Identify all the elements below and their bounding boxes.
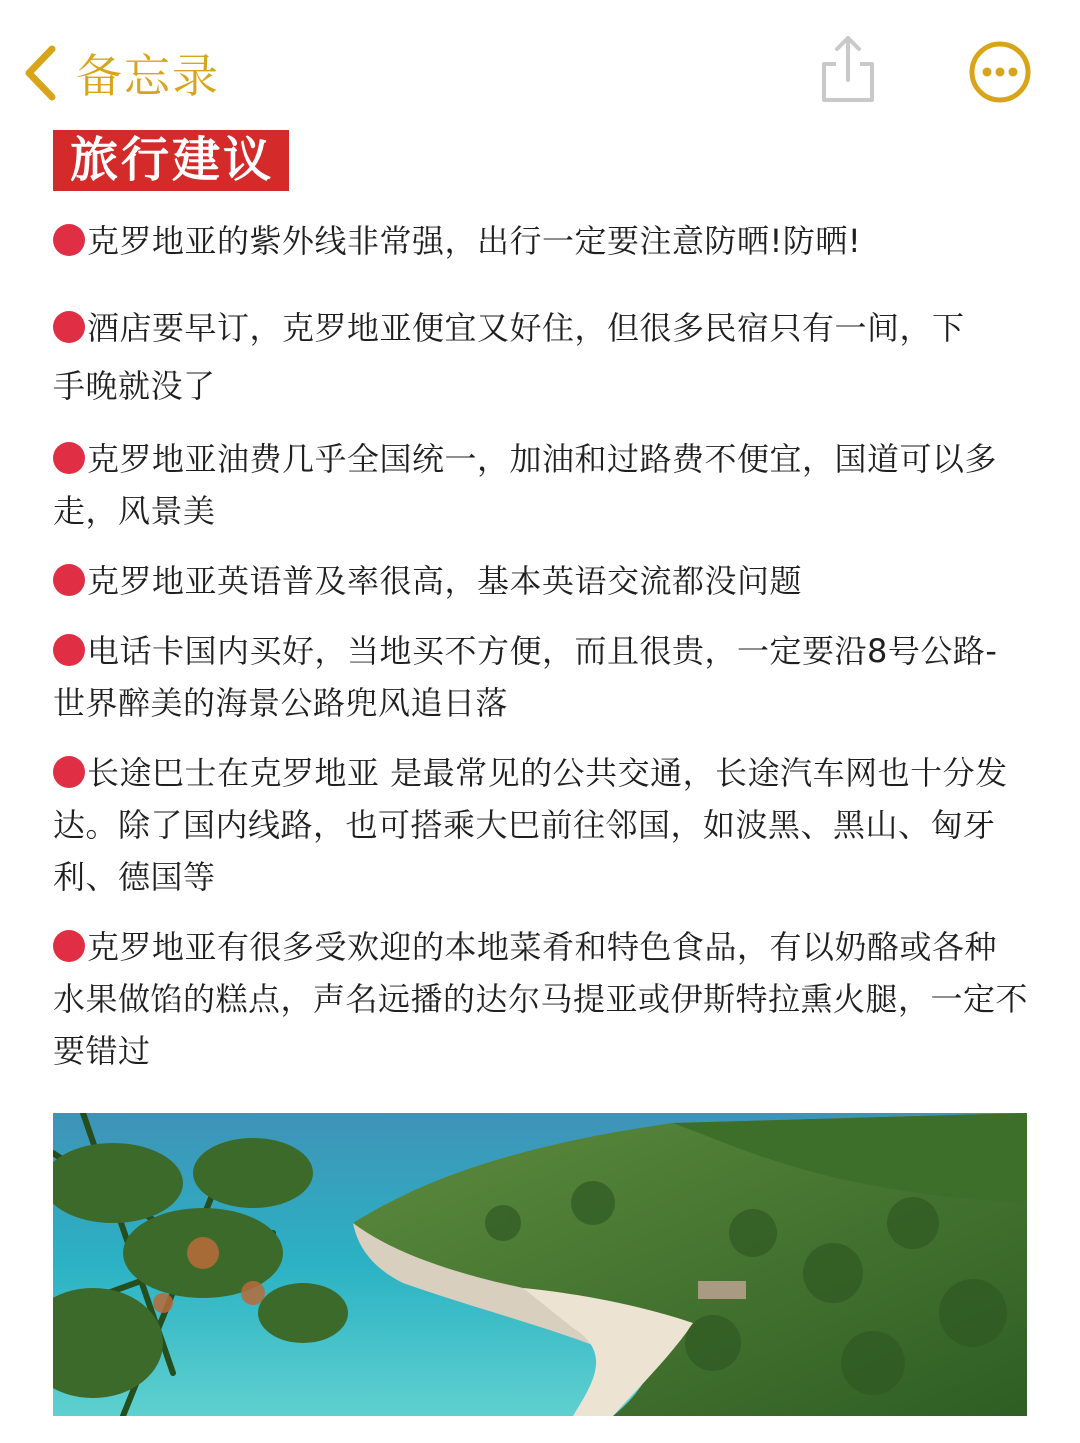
section-title: 旅行建议 — [53, 130, 289, 191]
tip-item — [53, 921, 1028, 1077]
back-label: 备忘录 — [76, 49, 220, 103]
bullet-dot-icon — [53, 311, 85, 343]
coast-photo — [53, 1113, 1027, 1416]
tips-list — [53, 215, 1028, 1077]
tip-text: 克罗地亚油费几乎全国统一，加油和过路费不便宜，国道可以多走，风景美 — [53, 440, 998, 530]
share-button[interactable] — [818, 34, 878, 104]
tip-item — [53, 433, 1028, 537]
tip-item — [53, 555, 1028, 607]
tip-text: 酒店要早订，克罗地亚便宜又好住，但很多民宿只有一间，下手晚就没了 — [53, 309, 965, 405]
tip-text: 电话卡国内买好，当地买不方便，而且很贵，一定要沿8号公路-世界醉美的海景公路兜风追日落 — [53, 632, 998, 722]
tip-item — [53, 625, 1028, 729]
bullet-dot-icon — [53, 564, 85, 596]
tip-text: 长途巴士在克罗地亚 是最常见的公共交通，长途汽车网也十分发达。除了国内线路，也可搭乘大巴前往邻国，如波黑、黑山、匈牙利、德国等 — [53, 754, 1008, 896]
bullet-dot-icon — [53, 224, 85, 256]
navigation-bar — [0, 0, 1080, 130]
back-button[interactable] — [22, 38, 220, 108]
bullet-dot-icon — [53, 442, 85, 474]
tip-text: 克罗地亚有很多受欢迎的本地菜肴和特色食品，有以奶酪或各种水果做馅的糕点，声名远播的达尔马提亚或伊斯特拉熏火腿，一定不要错过 — [53, 928, 1029, 1070]
tip-item — [53, 299, 993, 415]
more-icon — [968, 40, 1032, 104]
tip-item — [53, 747, 1028, 903]
bullet-dot-icon — [53, 930, 85, 962]
bullet-dot-icon — [53, 756, 85, 788]
coast-landscape-image — [53, 1113, 1027, 1416]
tip-text: 克罗地亚的紫外线非常强，出行一定要注意防晒!防晒! — [87, 222, 862, 260]
bullet-dot-icon — [53, 634, 85, 666]
tip-item — [53, 215, 1028, 267]
tip-text: 克罗地亚英语普及率很高，基本英语交流都没问题 — [87, 562, 803, 600]
chevron-left-icon — [22, 45, 58, 101]
more-button[interactable] — [968, 40, 1032, 104]
share-icon — [818, 34, 878, 104]
